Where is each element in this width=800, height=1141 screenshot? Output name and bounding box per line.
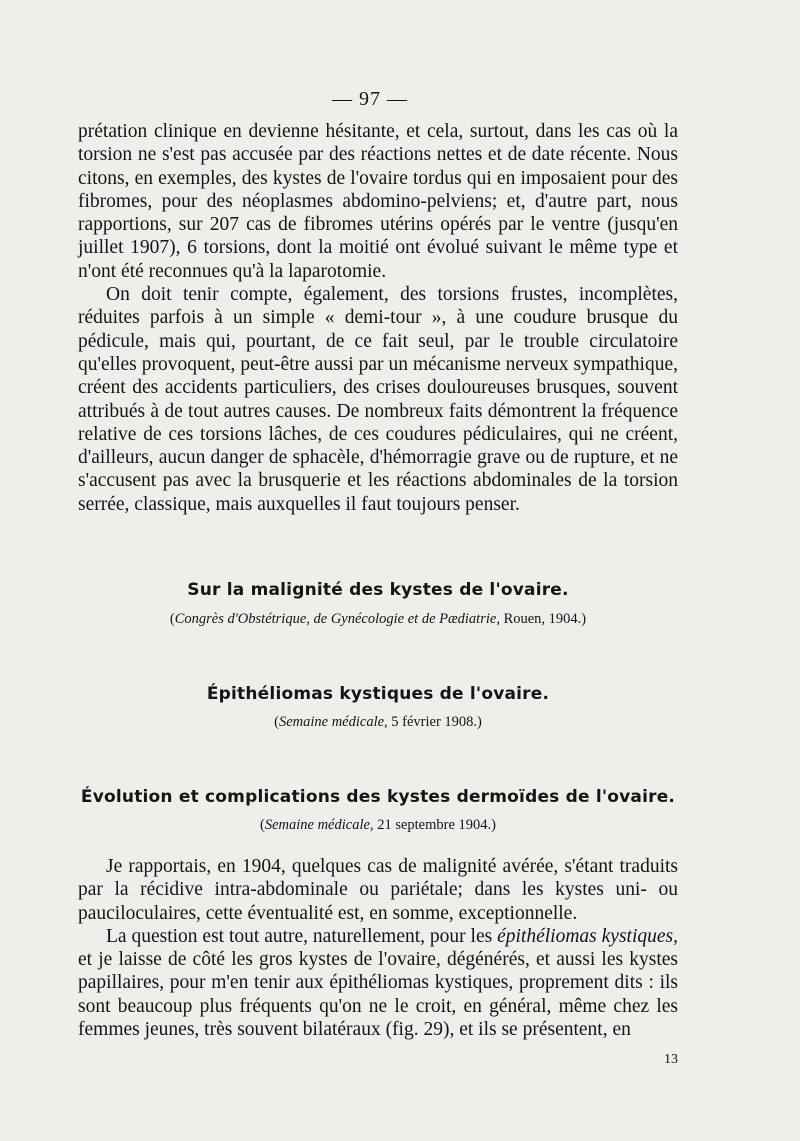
paragraph-question-start: La question est tout autre, naturellement, pour les <box>106 925 498 947</box>
citation-source: Semaine médicale, <box>264 817 374 833</box>
signature-mark: 13 <box>664 1052 678 1067</box>
citation-semaine-1908 <box>78 714 678 731</box>
page-number: — 97 — <box>332 88 408 110</box>
section-heading-malignite: Sur la malignité des kystes de l'ovaire. <box>187 580 569 600</box>
citation-detail: 21 septembre 1904.) <box>373 817 496 833</box>
citation-congres <box>78 611 678 628</box>
citation-source: Semaine médicale, <box>278 714 388 730</box>
citation-source: Congrès d'Obstétrique, de Gynécologie et de Pædiatrie, <box>174 611 500 627</box>
citation-detail: Rouen, 1904.) <box>499 611 587 627</box>
body-text-bottom <box>78 855 678 1041</box>
paragraph-question <box>78 925 678 1041</box>
citation-semaine-1904 <box>78 817 678 834</box>
citation-detail: 5 février 1908.) <box>387 714 482 730</box>
paragraph-question-end: , et je laisse de côté les gros kystes de l'ovaire, dégénérés, et aussi les kystes papillaires, pour m'en tenir aux épithéliomas kystiques, proprement dits : ils sont beaucoup plus fréquents qu'on ne le croit, en général, même chez les femmes jeunes, très souvent bilatéraux (fig. 29), et ils se présentent, en <box>78 925 678 1041</box>
emphasis-epitheliomas: épithéliomas kystiques <box>497 925 674 947</box>
section-heading-dermoides: Évolution et complications des kystes dermoïdes de l'ovaire. <box>80 787 676 807</box>
citation-open: ( <box>169 611 175 627</box>
body-text-top <box>78 120 678 516</box>
paragraph-recidive: Je rapportais, en 1904, quelques cas de malignité avérée, s'étant traduits par la récidive intra-abdominale ou pariétale; dans les kystes uni- ou pauciloculaires, cette éventualité est, en somme, exceptionnelle. <box>78 856 678 924</box>
paragraph-torsions: On doit tenir compte, également, des torsions frustes, incomplètes, réduites parfois à un simple « demi-tour », à une coudure brusque du pédicule, mais qui, pourtant, de ce fait seul, par le trouble circulatoire qu'elles provoquent, peut-être aussi par un mécanisme nerveux sympathique, créent des accidents particuliers, des crises douloureuses brusques, souvent attribués à de tout autres causes. De nombreux faits démontrent la fréquence relative de ces torsions lâches, de ces coudures pédiculaires, qui ne créent, d'ailleurs, aucun danger de sphacèle, d'hémorragie grave ou de rupture, et ne s'accusent pas avec la brusquerie et les réactions abdominales de la torsion serrée, classique, mais auxquelles il faut toujours penser. <box>78 284 678 515</box>
section-heading-epitheliomas: Épithéliomas kystiques de l'ovaire. <box>206 684 550 704</box>
paragraph-continuation: prétation clinique en devienne hésitante, et cela, surtout, dans les cas où la torsion ne s'est pas accusée par des réactions nettes et de date récente. Nous citons, en exemples, des kystes de l'ovaire tordus qui en imposaient pour des fibromes, pour des néoplasmes abdomino-pelviens; et, d'autre part, nous rapportions, sur 207 cas de fibromes utérins opérés par le ventre (jusqu'en juillet 1907), 6 torsions, dont la moitié ont évolué suivant le même type et n'ont été reconnues qu'à la laparotomie. <box>78 121 678 282</box>
citation-open: ( <box>260 817 265 833</box>
citation-open: ( <box>274 714 279 730</box>
